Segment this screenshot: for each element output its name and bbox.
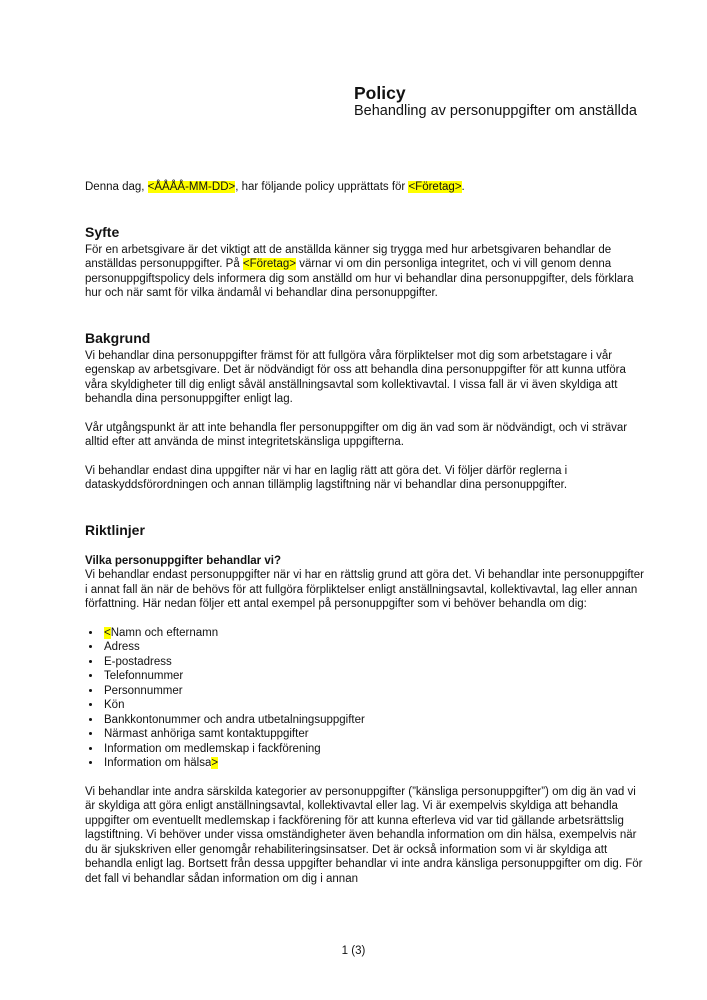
syfte-text-1: För en arbetsgivare är det viktigt att de anställda känner sig trygga med hur arbetsgivaren behandlar de anställdas personuppgifter. På <box>85 243 612 270</box>
placeholder-close-bracket: > <box>211 757 219 769</box>
placeholder-open-bracket: < <box>104 626 111 639</box>
page-number: 1 (3) <box>341 945 366 957</box>
company-placeholder: <Företag> <box>408 181 462 193</box>
intro-line <box>85 180 645 195</box>
document-content <box>85 0 645 886</box>
section-syfte <box>85 224 645 301</box>
subheading-vilka-personuppgifter: Vilka personuppgifter behandlar vi? <box>85 554 281 567</box>
title-block <box>354 84 645 120</box>
list-item: • E-postadress <box>102 655 645 670</box>
riktlinjer-paragraph-2: Vi behandlar inte andra särskilda kategorier av personuppgifter (”känsliga personuppgifter”) om dig än vad vi är skyldiga att göra enligt anställningsavtal, kollektivavtal eller lag. Vi är exempelvis skyldiga att behandla uppgifter om eventuellt medlemskap i fackförening för att kunna efterleva vid var tid gällande arbetsrättslig lagstiftning. Vi behöver under vissa omständigheter även behandla information om din hälsa, exempelvis när du är sjukskriven eller genomgår rehabiliteringsinsatser. Det är också information som vi är skyldiga att behandla enligt lag. Bortsett från dessa uppgifter behandlar vi inte andra känsliga personuppgifter om dig. För det fall vi behandlar sådan information om dig i annan <box>85 785 643 885</box>
section-riktlinjer <box>85 522 645 887</box>
section-bakgrund <box>85 330 645 493</box>
heading-syfte: Syfte <box>85 223 120 240</box>
list-item: • Bankkontonummer och andra utbetalningsuppgifter <box>102 713 645 728</box>
intro-text-2: , har följande policy upprättats för <box>235 181 409 193</box>
list-item-label: Namn och efternamn <box>110 626 219 639</box>
company-placeholder: <Företag> <box>242 258 296 270</box>
bakgrund-paragraph-2: Vår utgångspunkt är att inte behandla fler personuppgifter om dig än vad som är nödvändigt, och vi strävar alltid efter att använda de minst integritetskänsliga uppgifterna. <box>85 421 628 448</box>
syfte-text-2: värnar vi om din personliga integritet, och vi vill genom denna personuppgiftspolicy dels informera dig som anställd om hur vi behandlar dina personuppgifter, dels förklara hur och när samt för vilka ändamål vi behandlar dina personuppgifter. <box>85 258 634 299</box>
bakgrund-paragraph-3: Vi behandlar endast dina uppgifter när vi har en laglig rätt att göra det. Vi följer därför reglerna i dataskyddsförordningen och annan tillämplig lagstiftning när vi behandlar dina personuppgifter. <box>85 464 568 491</box>
list-item-label: Information om hälsa <box>104 757 212 769</box>
document-title: Policy <box>354 83 406 103</box>
riktlinjer-paragraph-1: Vi behandlar endast personuppgifter när vi har en rättslig grund att göra det. Vi behandlar inte personuppgifter i annat fall än när de behövs för att fullgöra förpliktelser enligt anställningsavtal, kollektivavtal, lag eller annan författning. Här nedan följer ett antal exempel på personuppgifter som vi behöver behandla om dig: <box>85 569 644 610</box>
list-item: • Adress <box>102 640 645 655</box>
personal-data-list <box>85 626 645 771</box>
list-item <box>102 756 645 771</box>
syfte-paragraph <box>85 243 645 301</box>
date-placeholder: <ÅÅÅÅ-MM-DD> <box>147 181 236 193</box>
heading-riktlinjer: Riktlinjer <box>85 521 145 538</box>
list-item <box>102 626 645 641</box>
list-item: • Telefonnummer <box>102 669 645 684</box>
list-item: • Kön <box>102 698 645 713</box>
list-item: • Personnummer <box>102 684 645 699</box>
bakgrund-paragraph-1: Vi behandlar dina personuppgifter främst för att fullgöra våra förpliktelser mot dig som arbetstagare i vår egenskap av arbetsgivare. Det är nödvändigt för oss att behandla dina personuppgifter för att kunna utföra våra skyldigheter till dig enligt såväl anställningsavtal som kollektivavtal. I vissa fall är vi även skyldiga att behandla dina personuppgifter enligt lag. <box>85 349 626 405</box>
intro-text-1: Denna dag, <box>85 181 148 193</box>
list-item: • Närmast anhöriga samt kontaktuppgifter <box>102 727 645 742</box>
list-item: • Information om medlemskap i fackförening <box>102 742 645 757</box>
intro-text-3: . <box>461 181 465 193</box>
heading-bakgrund: Bakgrund <box>85 329 151 346</box>
document-subtitle: Behandling av personuppgifter om anställda <box>354 103 637 119</box>
